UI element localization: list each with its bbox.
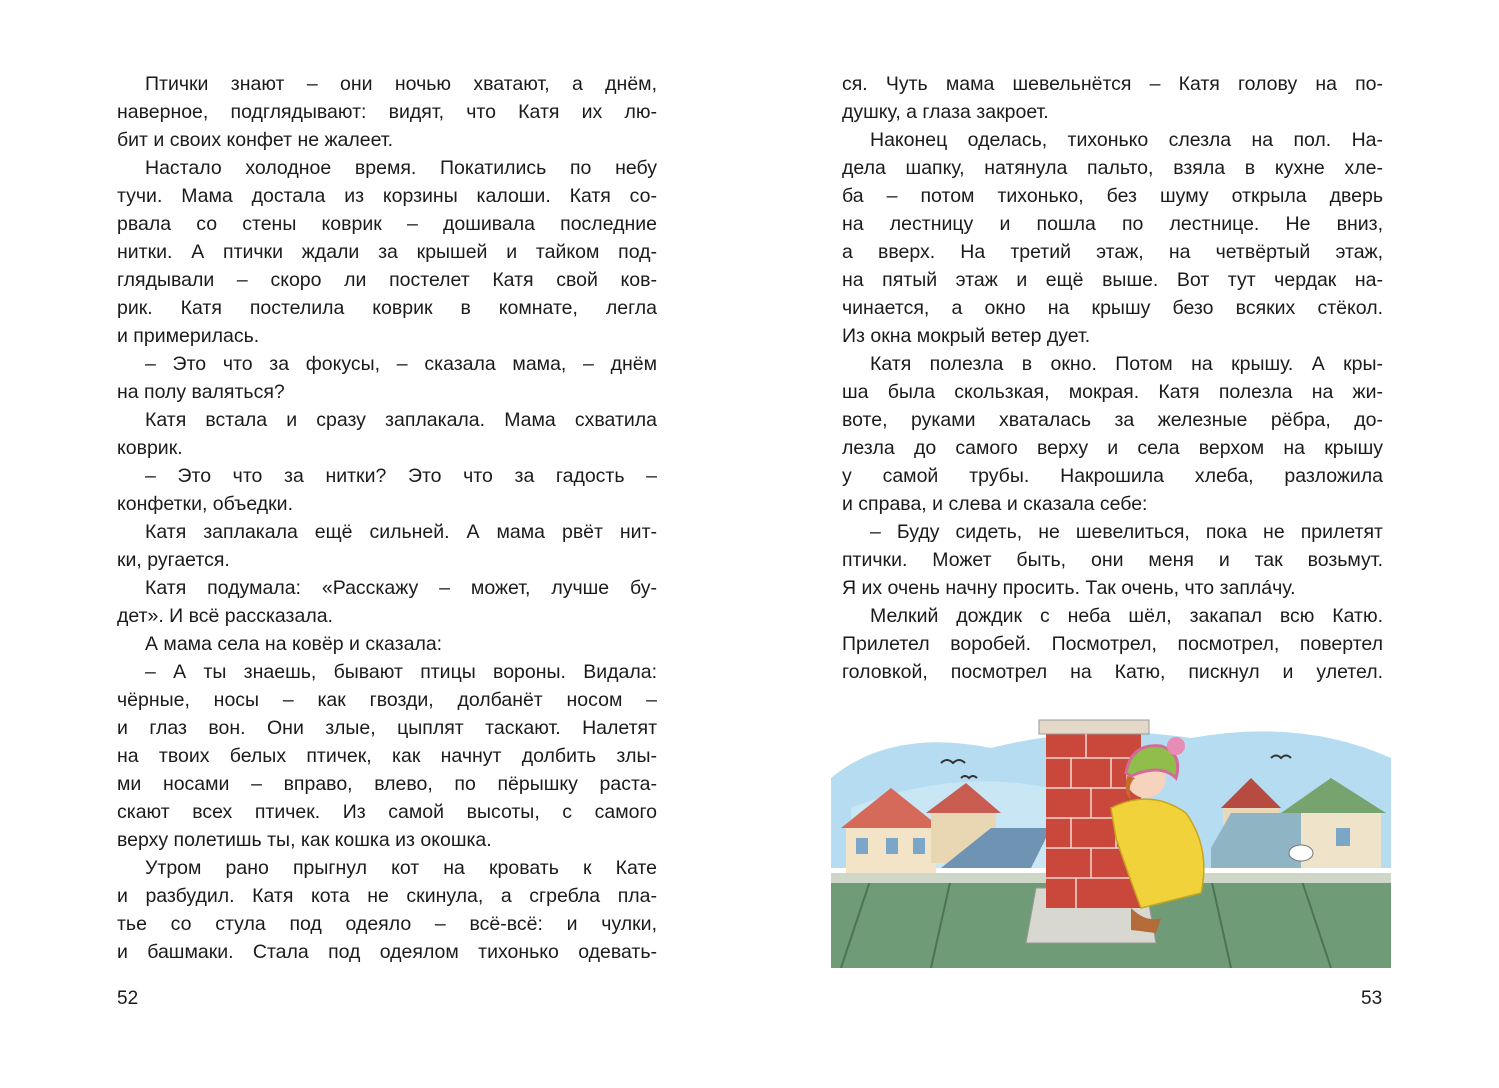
- text-line: конфетки, объедки.: [117, 493, 293, 515]
- text-line: на лестницу и пошла по лестнице. Не вниз,: [842, 213, 1383, 235]
- text-line: верху полетишь ты, как кошка из окошка.: [117, 829, 492, 851]
- text-line: Катя заплакала ещё сильней. А мама рвёт нит-: [145, 521, 657, 543]
- text-line: и разбудил. Катя кота не скинула, а сгребла пла-: [117, 885, 657, 907]
- text-line: на твоих белых птичек, как начнут долбить злы-: [117, 745, 657, 767]
- text-line: бит и своих конфет не жалеет.: [117, 129, 393, 151]
- text-line: Настало холодное время. Покатились по небу: [145, 157, 657, 179]
- dove-icon: [1289, 845, 1313, 861]
- text-line: Из окна мокрый ветер дует.: [842, 325, 1091, 347]
- text-line: на полу валяться?: [117, 381, 285, 403]
- text-line: ба – потом тихонько, без шуму открыла дверь: [842, 185, 1383, 207]
- text-line: лезла до самого верху и села верхом на крышу: [842, 437, 1383, 459]
- text-line: нитки. А птички ждали за крышей и тайком под-: [117, 241, 657, 263]
- chimney-cap: [1039, 720, 1149, 734]
- text-line: наверное, подглядывают: видят, что Катя их лю-: [117, 101, 657, 123]
- text-line: ся. Чуть мама шевельнётся – Катя голову на по-: [842, 73, 1383, 95]
- text-line: дет». И всё рассказала.: [117, 605, 333, 627]
- text-line: Утром рано прыгнул кот на кровать к Кате: [145, 857, 657, 879]
- page-number-right: 53: [1361, 988, 1383, 1009]
- text-line: воте, руками хваталась за железные рёбра, до-: [842, 409, 1383, 431]
- house-window: [856, 838, 868, 854]
- text-line: рвала со стены коврик – дошивала последние: [117, 213, 657, 235]
- text-line: Прилетел воробей. Посмотрел, посмотрел, повертел: [842, 633, 1383, 655]
- text-line: птички. Может быть, они меня и так возьмут.: [842, 549, 1383, 571]
- text-line: и глаз вон. Они злые, цыплят таскают. Налетят: [117, 717, 657, 739]
- text-line: Наконец оделась, тихонько слезла на пол. На-: [870, 129, 1383, 151]
- text-line: рик. Катя постелила коврик в комнате, легла: [117, 297, 657, 319]
- house-window: [913, 838, 925, 854]
- page-number-left: 52: [117, 988, 139, 1009]
- text-line: ми носами – вправо, влево, по пёрышку раста-: [117, 773, 657, 795]
- text-line: у самой трубы. Накрошила хлеба, разложила: [842, 465, 1383, 487]
- text-line: и башмаки. Стала под одеялом тихонько одевать-: [117, 941, 657, 963]
- right-page: [749, 0, 1499, 1088]
- text-line: головкой, посмотрел на Катю, пискнул и улетел.: [842, 661, 1383, 683]
- text-line: Катя полезла в окно. Потом на крышу. А кры-: [870, 353, 1383, 375]
- text-line: ки, ругается.: [117, 549, 230, 571]
- right-page-text: [842, 70, 1383, 686]
- text-line: дела шапку, натянула пальто, взяла в кухне хле-: [842, 157, 1383, 179]
- text-line: скают всех птичек. Из самой высоты, с самого: [117, 801, 657, 823]
- text-line: ша была скользкая, мокрая. Катя полезла на жи-: [842, 381, 1383, 403]
- text-line: коврик.: [117, 437, 183, 459]
- text-line: Птички знают – они ночью хватают, а днём,: [145, 73, 657, 95]
- left-page: [0, 0, 749, 1088]
- text-line: чинается, а окно на крышу безо всяких стёкол.: [842, 297, 1383, 319]
- house-window: [1336, 828, 1350, 846]
- text-line: и примерилась.: [117, 325, 260, 347]
- text-line: Катя подумала: «Расскажу – может, лучше бу-: [145, 577, 657, 599]
- text-line: – Это что за фокусы, – сказала мама, – днём: [145, 353, 657, 375]
- text-line: Я их очень начну просить. Так очень, что заплáчу.: [842, 577, 1296, 599]
- text-line: – А ты знаешь, бывают птицы вороны. Видала:: [145, 661, 657, 683]
- left-page-text: [117, 70, 657, 966]
- text-line: чёрные, носы – как гвозди, долбанёт носом –: [117, 689, 657, 711]
- text-line: – Это что за нитки? Это что за гадость –: [145, 465, 657, 487]
- text-line: душку, а глаза закроет.: [842, 101, 1049, 123]
- text-line: Катя встала и сразу заплакала. Мама схватила: [145, 409, 657, 431]
- text-line: тье со стула под одеяло – всё-всё: и чулки,: [117, 913, 657, 935]
- text-line: Мелкий дождик с неба шёл, закапал всю Катю.: [870, 605, 1383, 627]
- text-line: и справа, и слева и сказала себе:: [842, 493, 1148, 515]
- text-line: а вверх. На третий этаж, на четвёртый этаж,: [842, 241, 1383, 263]
- text-line: на пятый этаж и ещё выше. Вот тут чердак на-: [842, 269, 1383, 291]
- hat-pompom: [1167, 737, 1185, 755]
- text-line: глядывали – скоро ли постелет Катя свой ков-: [117, 269, 657, 291]
- house-window: [886, 838, 898, 854]
- text-line: тучи. Мама достала из корзины калоши. Катя со-: [117, 185, 657, 207]
- girl-on-roof-illustration: [831, 718, 1391, 968]
- text-line: А мама села на ковёр и сказала:: [145, 633, 443, 655]
- text-line: – Буду сидеть, не шевелиться, пока не прилетят: [870, 521, 1383, 543]
